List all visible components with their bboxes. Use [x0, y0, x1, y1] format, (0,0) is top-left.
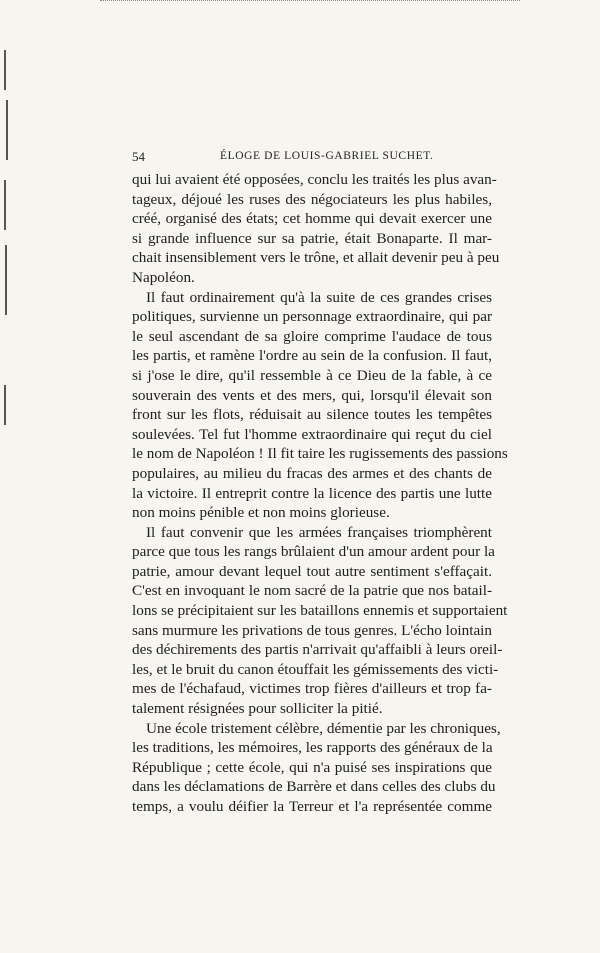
- text-line: temps, a voulu déifier la Terreur et l'a représentée comme: [132, 798, 492, 815]
- page-top-edge-mark: [100, 0, 520, 5]
- text-line: parce que tous les rangs brûlaient d'un amour ardent pour la: [132, 543, 495, 561]
- text-line: si j'ose le dire, qu'il ressemble à ce Dieu de la fable, à ce: [132, 366, 492, 384]
- body-text: [132, 170, 508, 817]
- text-line: talement résignées pour solliciter la pitié.: [132, 700, 383, 718]
- text-line: Il faut ordinairement qu'à la suite de ces grandes crises: [146, 288, 492, 306]
- text-line: les traditions, les mémoires, les rapports des généraux de la: [132, 739, 493, 757]
- text-line: tageux, déjoué les ruses des négociateurs les plus habiles,: [132, 190, 492, 208]
- text-line: des déchirements des partis n'arrivait qu'affaibli à leurs oreil-: [132, 641, 503, 659]
- text-line: République ; cette école, qui n'a puisé ses inspirations que: [132, 758, 492, 776]
- text-line: souverain des vents et des mers, qui, lorsqu'il élevait son: [132, 386, 492, 404]
- text-line: créé, organisé des états; cet homme qui devait exercer une: [132, 210, 492, 228]
- text-line: les partis, et ramène l'ordre au sein de la confusion. Il faut,: [132, 347, 492, 365]
- text-line: le seul ascendant de sa gloire comprime l'audace de tous: [132, 327, 492, 345]
- text-line: chait insensiblement vers le trône, et allait devenir peu à peu: [132, 249, 500, 267]
- text-line: si grande influence sur sa patrie, était Bonaparte. Il mar-: [132, 229, 492, 247]
- text-line: lons se précipitaient sur les bataillons ennemis et supportaient: [132, 602, 508, 620]
- text-line: sans murmure les privations de tous genres. L'écho lointain: [132, 621, 492, 639]
- text-line: Napoléon.: [132, 268, 195, 286]
- binding-edge-marks: [0, 30, 14, 460]
- running-title: ÉLOGE DE LOUIS-GABRIEL SUCHET.: [220, 150, 434, 162]
- text-line: les, et le bruit du canon étouffait les gémissements des victi-: [132, 660, 499, 678]
- text-line: dans les déclamations de Barrère et dans celles des clubs du: [132, 778, 496, 796]
- text-line: qui lui avaient été opposées, conclu les traités les plus avan-: [132, 171, 497, 188]
- text-line: Une école tristement célèbre, démentie par les chroniques,: [146, 719, 501, 737]
- text-line: front sur les flots, réduisait au silence toutes les tempêtes: [132, 406, 492, 424]
- paragraph: [132, 719, 501, 817]
- page-number: 54: [132, 149, 145, 164]
- text-line: politiques, survienne un personnage extraordinaire, qui par: [132, 308, 492, 326]
- text-line: non moins pénible et non moins glorieuse.: [132, 504, 390, 522]
- text-line: le nom de Napoléon ! Il fit taire les rugissements des passions: [132, 445, 508, 463]
- paragraph: [132, 288, 508, 523]
- running-header: [132, 149, 492, 167]
- paragraph: [132, 170, 500, 288]
- paragraph: [132, 523, 508, 719]
- text-line: patrie, amour devant lequel tout autre sentiment s'effaçait.: [132, 562, 492, 580]
- text-line: mes de l'échafaud, victimes trop fières d'ailleurs et trop fa-: [132, 680, 492, 698]
- text-line: C'est en invoquant le nom sacré de la patrie que nos batail-: [132, 582, 492, 600]
- text-line: Il faut convenir que les armées françaises triomphèrent: [146, 523, 492, 541]
- text-line: populaires, au milieu du fracas des armes et des chants de: [132, 464, 492, 482]
- text-line: la victoire. Il entreprit contre la licence des partis une lutte: [132, 484, 492, 502]
- text-line: soulevées. Tel fut l'homme extraordinaire qui reçut du ciel: [132, 425, 492, 443]
